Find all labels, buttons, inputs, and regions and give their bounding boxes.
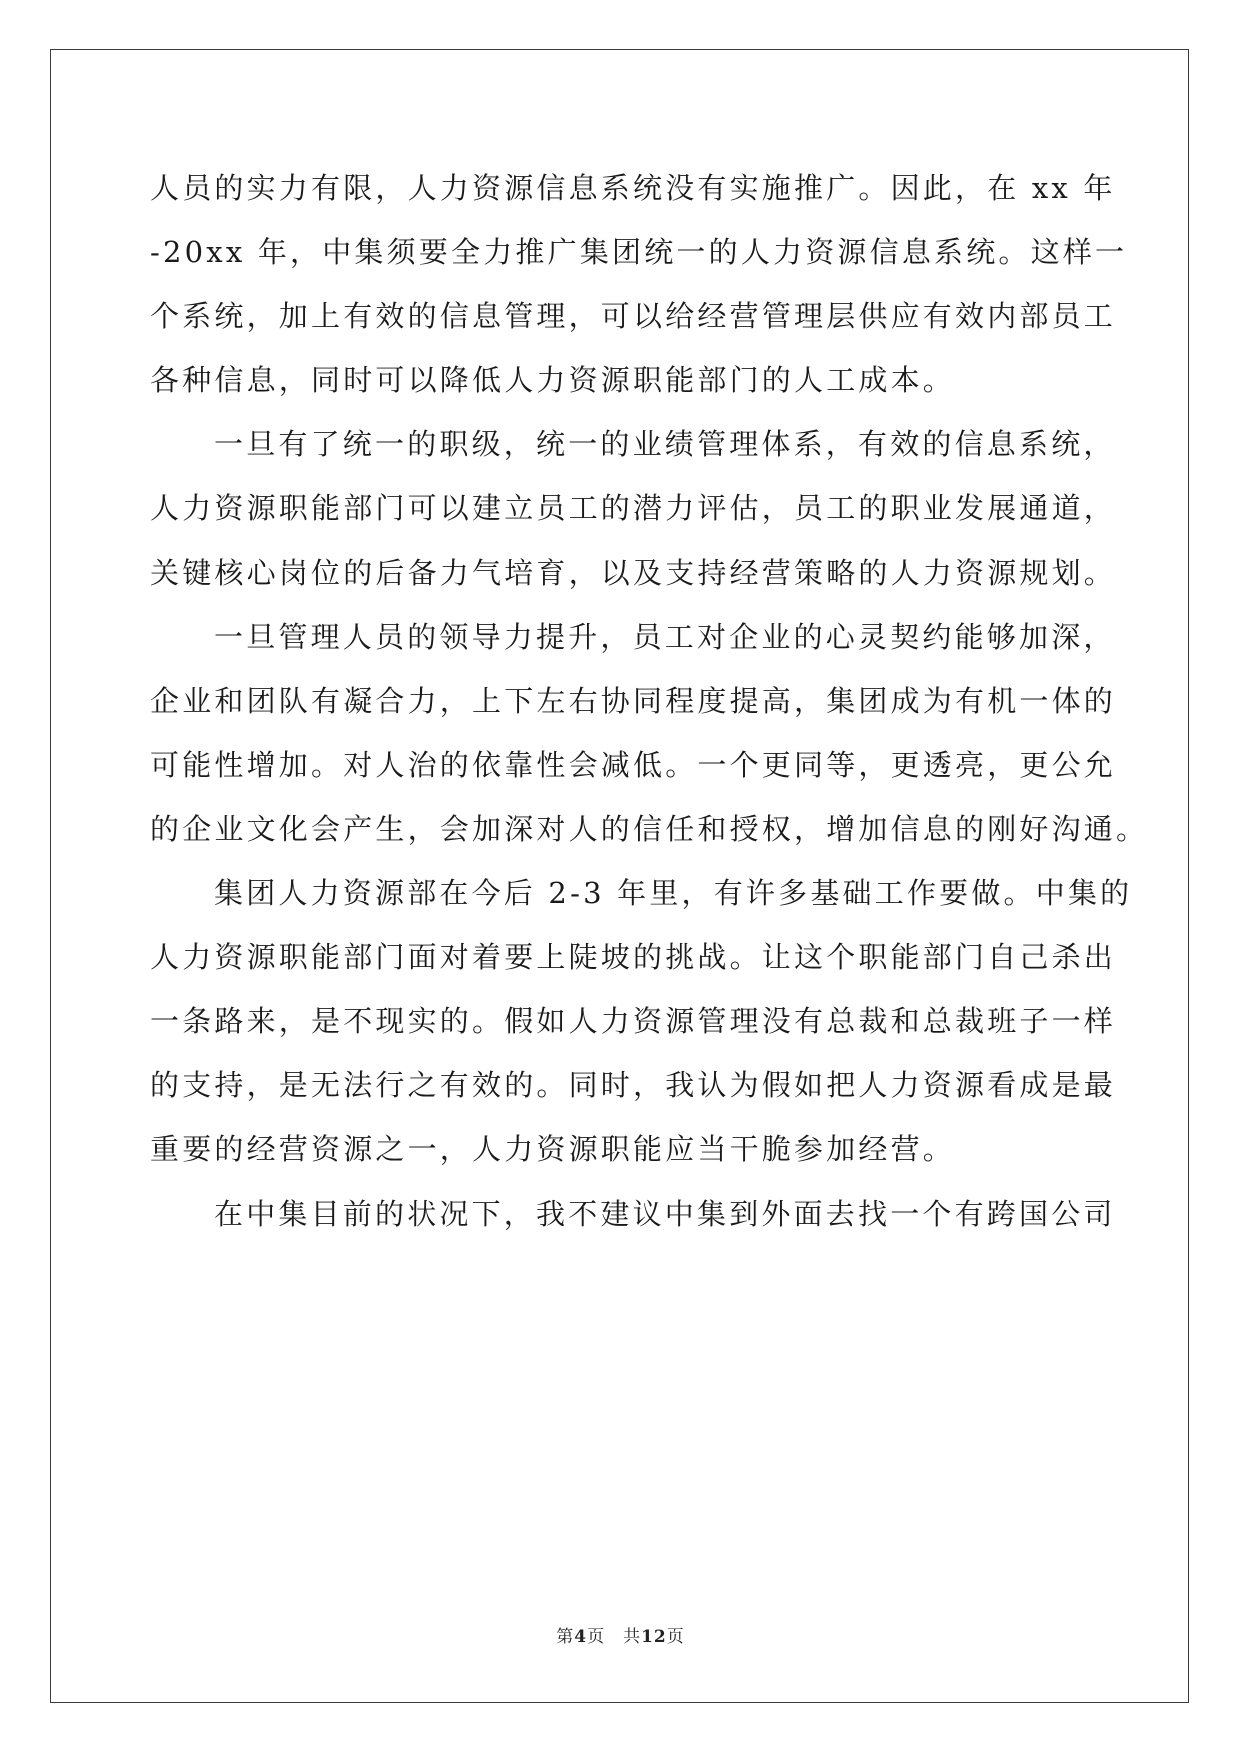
- text-line: 可能性增加。对人治的依靠性会减低。一个更同等，更透亮，更公允: [150, 747, 1117, 782]
- text-line: 人力资源职能部门可以建立员工的潜力评估，员工的职业发展通道，: [150, 491, 1117, 526]
- page-number-suffix: 页: [587, 1627, 606, 1647]
- text-line: 集团人力资源部在今后 2-3 年里，有许多基础工作要做。中集的: [214, 876, 1133, 911]
- total-pages-prefix: 共: [623, 1627, 642, 1647]
- page-footer: [0, 1622, 1241, 1647]
- text-line: 企业和团队有凝合力，上下左右协同程度提高，集团成为有机一体的: [150, 683, 1117, 718]
- text-line: 一条路来，是不现实的。假如人力资源管理没有总裁和总裁班子一样: [150, 1004, 1117, 1039]
- text-line: 关键核心岗位的后备力气培育，以及支持经营策略的人力资源规划。: [150, 555, 1117, 590]
- text-line: 的支持，是无法行之有效的。同时，我认为假如把人力资源看成是最: [150, 1068, 1117, 1103]
- text-line: 人员的实力有限，人力资源信息系统没有实施推广。因此，在 xx 年: [150, 171, 1116, 205]
- page-number: 4: [574, 1627, 588, 1647]
- text-line: 重要的经营资源之一，人力资源职能应当干脆参加经营。: [150, 1132, 956, 1167]
- total-pages: 12: [641, 1627, 667, 1647]
- text-line: 在中集目前的状况下，我不建议中集到外面去找一个有跨国公司: [214, 1196, 1116, 1231]
- total-pages-suffix: 页: [666, 1627, 685, 1647]
- text-line: 个系统，加上有效的信息管理，可以给经营管理层供应有效内部员工: [150, 299, 1117, 334]
- text-line: 一旦管理人员的领导力提升，员工对企业的心灵契约能够加深，: [214, 619, 1116, 654]
- text-line: 的企业文化会产生，会加深对人的信任和授权，增加信息的刚好沟通。: [150, 811, 1149, 846]
- text-line: -20xx 年，中集须要全力推广集团统一的人力资源信息系统。这样一: [150, 235, 1128, 270]
- text-line: 人力资源职能部门面对着要上陡坡的挑战。让这个职能部门自己杀出: [150, 940, 1117, 975]
- text-line: 一旦有了统一的职级，统一的业绩管理体系，有效的信息系统，: [214, 427, 1116, 462]
- page-number-prefix: 第: [556, 1627, 575, 1647]
- text-line: 各种信息，同时可以降低人力资源职能部门的人工成本。: [150, 363, 956, 398]
- document-body: [150, 156, 1149, 1246]
